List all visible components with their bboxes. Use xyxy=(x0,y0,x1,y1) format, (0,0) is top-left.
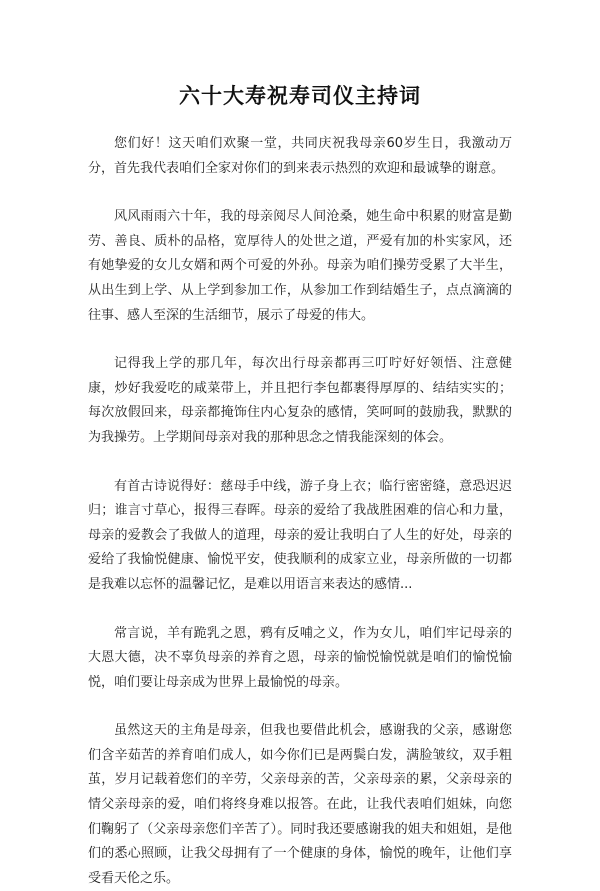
paragraph-ancient-poem: 有首古诗说得好：慈母手中线，游子身上衣；临行密密缝，意恐迟迟归；谁言寸草心，报得三春晖。母亲的爱给了我战胜困难的信心和力量，母亲的爱教会了我做人的道理，母亲的爱让我明白了人生的好处，母亲的爱给了我愉悦健康、愉悦平安，使我顺利的成家立业，母亲所做的一切都是我难以忘怀的温馨记忆，是难以用语言来表达的感情... xyxy=(88,478,512,592)
paragraph-filial-piety: 常言说，羊有跪乳之恩，鸦有反哺之义，作为女儿，咱们牢记母亲的大恩大德，决不辜负母亲的养育之恩，母亲的愉悦愉悦就是咱们的愉悦愉悦，咱们要让母亲成为世界上最愉悦的母亲。 xyxy=(88,625,512,690)
document-title: 六十大寿祝寿司仪主持词 xyxy=(179,84,421,108)
paragraph-school-memories: 记得我上学的那几年，每次出行母亲都再三叮咛好好领悟、注意健康，炒好我爱吃的咸菜带上，并且把行李包都裹得厚厚的、结结实实的；每次放假回来，母亲都掩饰住内心复杂的感情，笑呵呵的鼓励我，默默的为我操劳。上学期间母亲对我的那种思念之情我能深刻的体会。 xyxy=(88,356,512,445)
paragraph-mother-life: 风风雨雨六十年，我的母亲阅尽人间沧桑，她生命中积累的财富是勤劳、善良、质朴的品格，宽厚待人的处世之道，严爱有加的朴实家风，还有她挚爱的女儿女婿和两个可爱的外孙。母亲为咱们操劳受累了大半生，从出生到上学、从上学到参加工作，从参加工作到结婚生子，点点滴滴的往事、感人至深的生活细节，展示了母爱的伟大。 xyxy=(88,209,512,323)
paragraph-thanks-father: 虽然这天的主角是母亲，但我也要借此机会，感谢我的父亲，感谢您们含辛茹苦的养育咱们成人，如今你们已是两鬓白发，满脸皱纹，双手粗茧，岁月记载着您们的辛劳，父亲母亲的苦，父亲母亲的累，父亲母亲的情父亲母亲的爱，咱们将终身难以报答。在此，让我代表咱们姐妹，向您们鞠躬了（父亲母亲您们辛苦了）。同时我还要感谢我的姐夫和姐姐，是他们的悉心照顾，让我父母拥有了一个健康的身体，愉悦的晚年，让他们享受看天伦之乐。 xyxy=(88,723,512,886)
paragraph-greeting: 您们好！这天咱们欢聚一堂，共同庆祝我母亲60岁生日，我激动万分，首先我代表咱们全家对你们的到来表示热烈的欢迎和最诚挚的谢意。 xyxy=(88,136,512,176)
